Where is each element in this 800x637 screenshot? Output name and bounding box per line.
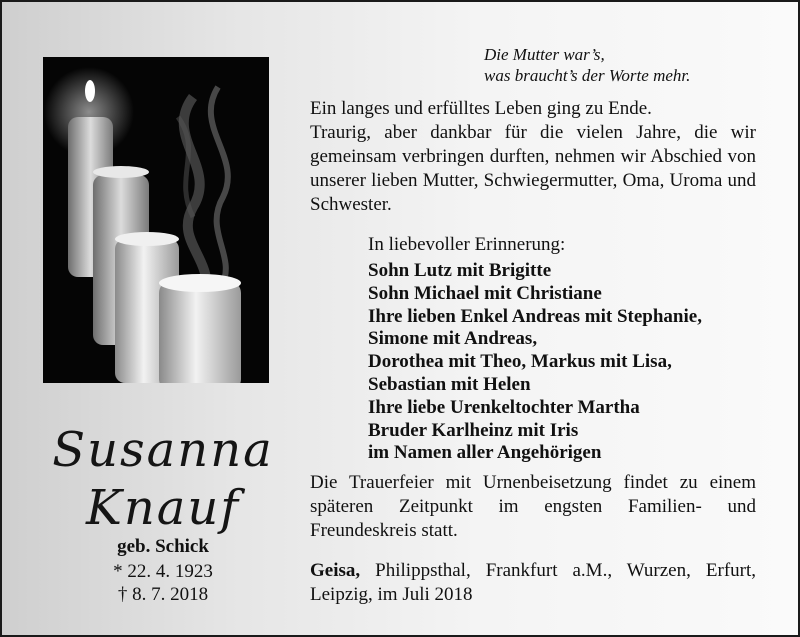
intro-line: Ein langes und erfülltes Leben ging zu Ende. bbox=[310, 98, 652, 119]
mourner-line: Dorothea mit Theo, Markus mit Lisa, bbox=[368, 351, 672, 373]
first-name: Susanna bbox=[52, 422, 274, 478]
funeral-notice: Die Trauerfeier mit Urnenbeisetzung findet zu einem späteren Zeitpunkt im engsten Familien- und Freundeskreis statt. bbox=[310, 472, 756, 541]
mourners-list bbox=[368, 260, 702, 465]
maiden-name: geb. Schick bbox=[117, 536, 209, 557]
motto-quote bbox=[484, 44, 690, 86]
motto-line-2: was braucht’s der Worte mehr. bbox=[484, 66, 691, 85]
mourner-line: im Namen aller Angehörigen bbox=[368, 442, 602, 464]
mourner-line: Sohn Michael mit Christiane bbox=[368, 282, 602, 304]
mourner-line: Bruder Karlheinz mit Iris bbox=[368, 419, 579, 441]
mourner-line: Ihre liebe Urenkeltochter Martha bbox=[368, 396, 640, 418]
motto-line-1: Die Mutter war’s, bbox=[484, 45, 605, 64]
birth-date: * 22. 4. 1923 bbox=[113, 561, 213, 582]
intro-paragraph: Traurig, aber dankbar für die vielen Jahre, die wir gemeinsam verbringen durften, nehmen wir Abschied von unserer lieben Mutter, Schwiegermutter, Oma, Uroma und Schwester. bbox=[310, 122, 756, 215]
death-date: † 8. 7. 2018 bbox=[117, 584, 209, 605]
intro-text bbox=[310, 97, 756, 217]
candles-photo bbox=[43, 57, 269, 383]
memory-heading: In liebevoller Erinnerung: bbox=[368, 234, 566, 255]
place-first: Geisa, bbox=[310, 560, 361, 581]
mourner-line: Sebastian mit Helen bbox=[368, 373, 531, 395]
candles-image bbox=[43, 57, 269, 383]
mourner-line: Ihre lieben Enkel Andreas mit Stephanie, bbox=[368, 305, 702, 327]
mourner-line: Simone mit Andreas, bbox=[368, 328, 538, 350]
places-rest: Philippsthal, Frankfurt a.M., Wurzen, Erfurt, Leipzig, im Juli 2018 bbox=[310, 560, 756, 605]
last-name: Knauf bbox=[85, 480, 241, 536]
mourner-line: Sohn Lutz mit Brigitte bbox=[368, 260, 552, 281]
places-and-date bbox=[310, 559, 756, 607]
